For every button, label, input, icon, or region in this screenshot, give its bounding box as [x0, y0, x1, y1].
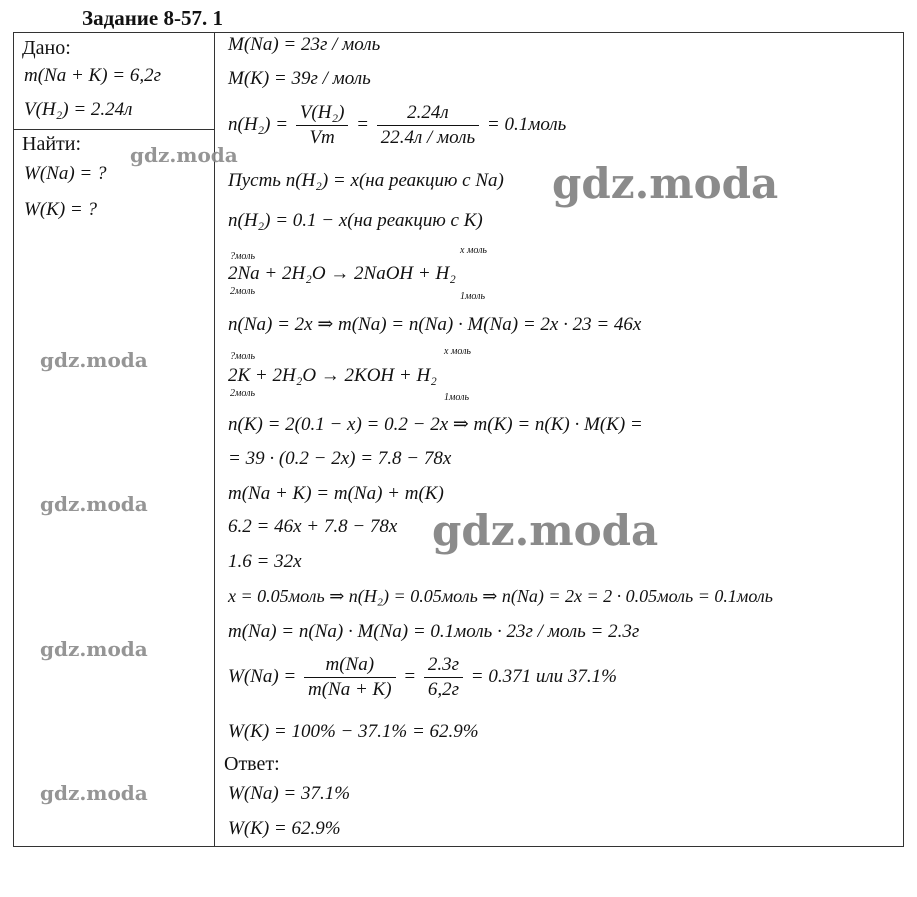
fraction-numerator: 2.3г	[424, 653, 463, 678]
answer-w-k: W(K) = 62.9%	[228, 818, 341, 839]
given-header: Дано:	[22, 37, 71, 59]
let-statement: Пусть n(H₂) = x(на реакцию с Na)	[228, 170, 504, 191]
find-line-wk: W(K) = ?	[24, 199, 97, 220]
reaction2-top-left: ?моль	[230, 351, 256, 362]
fraction-v-over-vm	[296, 101, 349, 150]
watermark-small-2: gdz.moda	[40, 348, 148, 372]
h2-remainder: n(H₂) = 0.1 − x(на реакцию с K)	[228, 210, 483, 231]
fraction-mass-values	[424, 653, 463, 702]
molar-mass-na: M(Na) = 23г / моль	[228, 34, 381, 55]
find-header: Найти:	[22, 133, 82, 155]
simplified-equation: 1.6 = 32x	[228, 551, 302, 572]
watermark-small-5: gdz.moda	[40, 781, 148, 805]
moles-k-expression: n(K) = 2(0.1 − x) = 0.2 − 2x ⇒ m(K) = n(K) · M(K) =	[228, 414, 643, 435]
given-line-volume: V(H₂) = 2.24л	[24, 99, 133, 120]
given-find-divider	[14, 129, 214, 130]
w-na-left: W(Na) =	[228, 665, 297, 687]
fraction-na-line	[228, 653, 617, 702]
w-k-expression: W(K) = 100% − 37.1% = 62.9%	[228, 721, 479, 742]
molar-mass-k: M(K) = 39г / моль	[228, 68, 371, 89]
fraction-denominator: 6,2г	[427, 679, 460, 700]
equals-sign: =	[403, 665, 417, 687]
reaction2-bottom-right: 1моль	[444, 392, 470, 403]
reaction1-top-right: x моль	[460, 245, 487, 256]
given-line-mass: m(Na + K) = 6,2г	[24, 65, 162, 86]
fraction-numerator: m(Na)	[304, 653, 396, 678]
answer-header: Ответ:	[224, 753, 280, 775]
answer-w-na: W(Na) = 37.1%	[228, 783, 351, 804]
equals-sign: =	[356, 113, 369, 135]
mass-na-result: m(Na) = n(Na) · M(Na) = 0.1моль · 23г / моль = 2.3г	[228, 621, 640, 642]
reaction1-bottom-right: 1моль	[460, 291, 486, 302]
watermark-large-2: gdz.moda	[432, 506, 659, 555]
fraction-denominator: Vm	[309, 127, 335, 148]
watermark-small-3: gdz.moda	[40, 492, 148, 516]
reaction1-bottom-left: 2моль	[230, 286, 256, 297]
mass-k-expression: = 39 · (0.2 − 2x) = 7.8 − 78x	[228, 448, 452, 469]
reaction-sodium-water: 2Na + 2H₂O → 2NaOH + H₂	[228, 263, 456, 284]
fraction-numerator: V(H₂)	[296, 101, 349, 126]
watermark-small-4: gdz.moda	[40, 637, 148, 661]
x-value-line: x = 0.05моль ⇒ n(H₂) = 0.05моль ⇒ n(Na) = 2x = 2 · 0.05моль = 0.1моль	[228, 586, 773, 606]
watermark-large-1: gdz.moda	[552, 159, 779, 208]
reaction2-bottom-left: 2моль	[230, 388, 256, 399]
mass-sum-equation: m(Na + K) = m(Na) + m(K)	[228, 483, 444, 504]
reaction2-top-right: x моль	[444, 346, 471, 357]
reaction-potassium-water: 2K + 2H₂O → 2KOH + H₂	[228, 365, 437, 386]
moles-h2-result: = 0.1моль	[486, 113, 567, 135]
substituted-equation: 6.2 = 46x + 7.8 − 78x	[228, 516, 398, 537]
task-title: Задание 8-57. 1	[82, 6, 223, 30]
mass-na-expression: n(Na) = 2x ⇒ m(Na) = n(Na) · M(Na) = 2x · 23 = 46x	[228, 314, 642, 335]
w-na-result: = 0.371 или 37.1%	[470, 665, 617, 687]
find-line-wna: W(Na) = ?	[24, 163, 107, 184]
moles-h2-line	[228, 101, 566, 150]
fraction-denominator: m(Na + K)	[307, 679, 392, 700]
fraction-volume-values	[377, 101, 479, 150]
moles-h2-left: n(H₂) =	[228, 113, 289, 135]
fraction-mass-ratio	[304, 653, 396, 702]
watermark-small-1: gdz.moda	[130, 143, 238, 167]
reaction1-top-left: ?моль	[230, 251, 256, 262]
fraction-denominator: 22.4л / моль	[380, 127, 476, 148]
fraction-numerator: 2.24л	[377, 101, 479, 126]
